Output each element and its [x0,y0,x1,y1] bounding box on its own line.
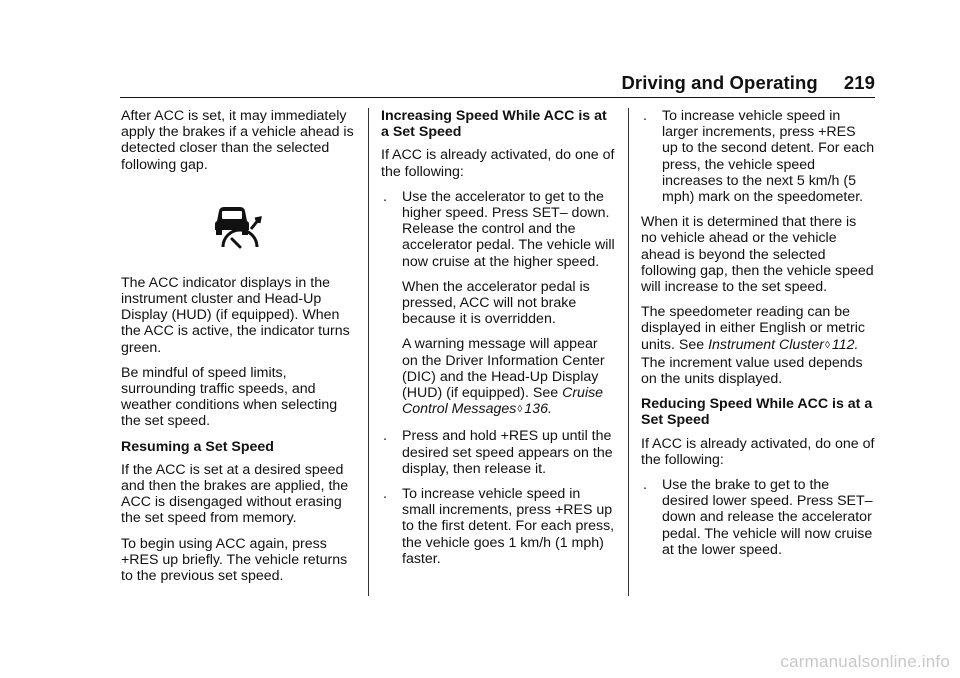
bullet-mark: . [383,428,387,445]
bullet-mark: . [383,188,387,205]
paragraph: When it is determined that there is no vehicle ahead or the vehicle ahead is beyond the selected following gap, then the vehicle speed will increase to the set speed. [641,214,874,296]
paragraph: If ACC is already activated, do one of the following: [381,147,615,180]
bullet-mark: . [383,486,387,503]
header-divider [120,97,875,98]
list-item-text: Use the accelerator to get to the higher speed. Press SET– down. Release the control and the accelerator pedal. The vehicle will now cruise at the higher speed. [402,188,615,270]
paragraph: To begin using ACC again, press +RES up briefly. The vehicle returns to the previous set speed. [121,535,348,585]
list-item-text: Press and hold +RES up until the desired set speed appears on the display, then release it. [402,428,613,477]
cross-reference-link[interactable]: Cruise Control Messages◊ 136. [402,385,604,418]
paragraph: If the ACC is set at a desired speed and then the brakes are applied, the ACC is disengaged without erasing the set speed from memory. [121,461,349,527]
cross-reference-link[interactable]: Instrument Cluster◊ 112. [708,336,859,353]
list-item [641,477,875,558]
paragraph: Be mindful of speed limits, surrounding traffic speeds, and weather conditions when selecting the set speed. [121,364,338,430]
page-ref-icon: ◊ [517,404,523,416]
watermark: carmanualsonline.info [780,652,950,671]
page-ref-icon: ◊ [824,339,830,351]
section-heading: Reducing Speed While ACC is at a Set Speed [641,396,873,429]
list-item-text: To increase vehicle speed in larger increments, press +RES up to the second detent. For each press, the vehicle speed increases to the next 5 km/h (5 mph) mark on the speedometer. [662,108,875,206]
column-1 [121,108,355,593]
sub-paragraph: When the accelerator pedal is pressed, ACC will not brake because it is overridden. [402,278,590,328]
section-title: Driving and Operating [621,72,818,93]
sub-paragraph: A warning message will appear on the Driver Information Center (DIC) and the Head-Up Display (HUD) (if equipped). See Cruise Control Messages◊ 136. [402,336,605,418]
paragraph: If ACC is already activated, do one of the following: [641,435,875,468]
bullet-mark: . [643,477,647,494]
page-header [621,72,875,94]
list-item-text: To increase vehicle speed in small increments, press +RES up to the first detent. For each press, the vehicle goes 1 km/h (1 mph) faster. [402,486,615,567]
paragraph: The ACC indicator displays in the instrument cluster and Head-Up Display (HUD) (if equipped). When the ACC is active, the indicator turns green. [121,274,350,356]
column-divider-1 [368,108,369,596]
list-item-text: Use the brake to get to the desired lower speed. Press SET– down and release the accelerator pedal. The vehicle will now cruise at the lower speed. [662,477,873,558]
page-number: 219 [843,72,875,93]
section-heading: Resuming a Set Speed [121,438,274,455]
column-2 [381,108,617,576]
column-3 [641,108,875,567]
list-item [641,108,875,205]
list-item [381,486,617,567]
list-item [381,428,617,477]
bullet-mark: . [643,108,647,124]
acc-indicator-icon [121,203,355,249]
paragraph: After ACC is set, it may immediately apply the brakes if a vehicle ahead is detected closer than the selected following gap. [121,108,354,173]
column-divider-2 [628,108,629,596]
section-heading: Increasing Speed While ACC is at a Set Speed [381,108,607,141]
paragraph: The speedometer reading can be displayed in either English or metric units. See Instrument Cluster◊ 112. The increment value used depends on the units displayed. [641,304,865,388]
list-item [381,189,617,270]
